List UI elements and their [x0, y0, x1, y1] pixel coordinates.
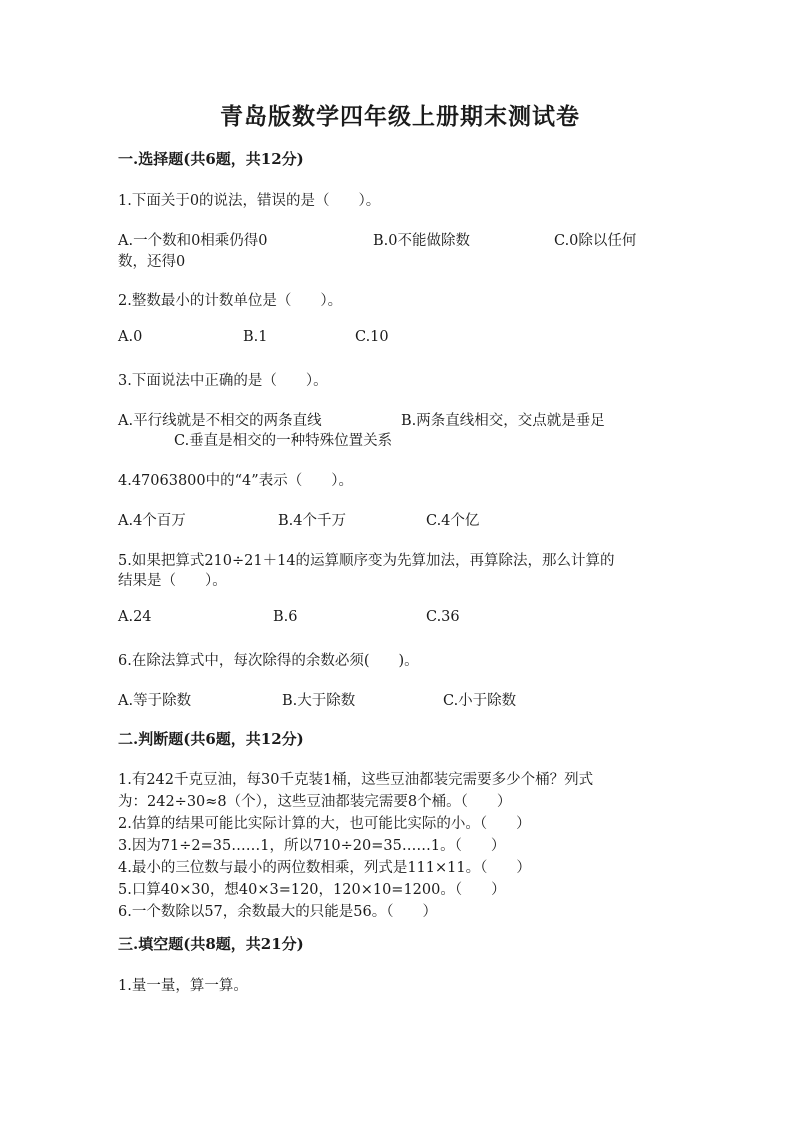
question-stem: 1.下面关于0的说法，错误的是（ ）。 [118, 193, 381, 209]
option-c: C.小于除数 [443, 693, 517, 709]
question-line: 4.最小的三位数与最小的两位数相乘，列式是111×11。（ ） [118, 860, 531, 876]
question-stem: 4.47063800中的“4”表示（ ）。 [118, 473, 353, 489]
option-b: B.0不能做除数 [373, 233, 470, 249]
page-title: 青岛版数学四年级上册期末测试卷 [220, 103, 580, 130]
question-line: 2.估算的结果可能比实际计算的大，也可能比实际的小。（ ） [118, 816, 531, 832]
section-heading-fill-in: 三.填空题(共8题，共21分) [118, 935, 304, 953]
option-c: C.0除以任何 [554, 233, 637, 249]
question-stem-continued: 结果是（ ）。 [118, 573, 227, 589]
section-heading-choice: 一.选择题(共6题，共12分) [118, 150, 304, 168]
question-stem: 5.如果把算式210÷21＋14的运算顺序变为先算加法，再算除法，那么计算的 [118, 553, 615, 569]
option-a: A.0 [118, 329, 143, 345]
question-line: 6.一个数除以57，余数最大的只能是56。（ ） [118, 904, 437, 920]
option-b: B.1 [243, 329, 268, 345]
question-line: 为：242÷30≈8（个），这些豆油都装完需要8个桶。（ ） [118, 794, 512, 810]
option-c: C.10 [355, 329, 389, 345]
question-stem: 6.在除法算式中，每次除得的余数必须( )。 [118, 653, 419, 669]
question-stem: 1.量一量，算一算。 [118, 978, 248, 994]
option-a: A.4个百万 [118, 513, 186, 529]
option-b: B.大于除数 [282, 693, 356, 709]
question-line: 1.有242千克豆油，每30千克装1桶，这些豆油都装完需要多少个桶？列式 [118, 772, 594, 788]
question-stem: 2.整数最小的计数单位是（ ）。 [118, 293, 343, 309]
option-b: B.两条直线相交，交点就是垂足 [401, 413, 605, 429]
option-a: A.等于除数 [118, 693, 192, 709]
option-c-continued: 数，还得0 [118, 254, 186, 270]
option-a: A.24 [118, 609, 152, 625]
question-line: 3.因为71÷2=35……1，所以710÷20=35……1。（ ） [118, 838, 506, 854]
question-line: 5.口算40×30，想40×3=120，120×10=1200。（ ） [118, 882, 506, 898]
option-b: B.4个千万 [278, 513, 346, 529]
section-heading-true-false: 二.判断题(共6题，共12分) [118, 730, 304, 748]
option-c: C.垂直是相交的一种特殊位置关系 [174, 433, 393, 449]
option-c: C.4个亿 [426, 513, 480, 529]
option-c: C.36 [426, 609, 460, 625]
option-a: A.平行线就是不相交的两条直线 [118, 413, 322, 429]
option-b: B.6 [273, 609, 298, 625]
question-stem: 3.下面说法中正确的是（ ）。 [118, 373, 328, 389]
option-a: A.一个数和0相乘仍得0 [118, 233, 268, 249]
